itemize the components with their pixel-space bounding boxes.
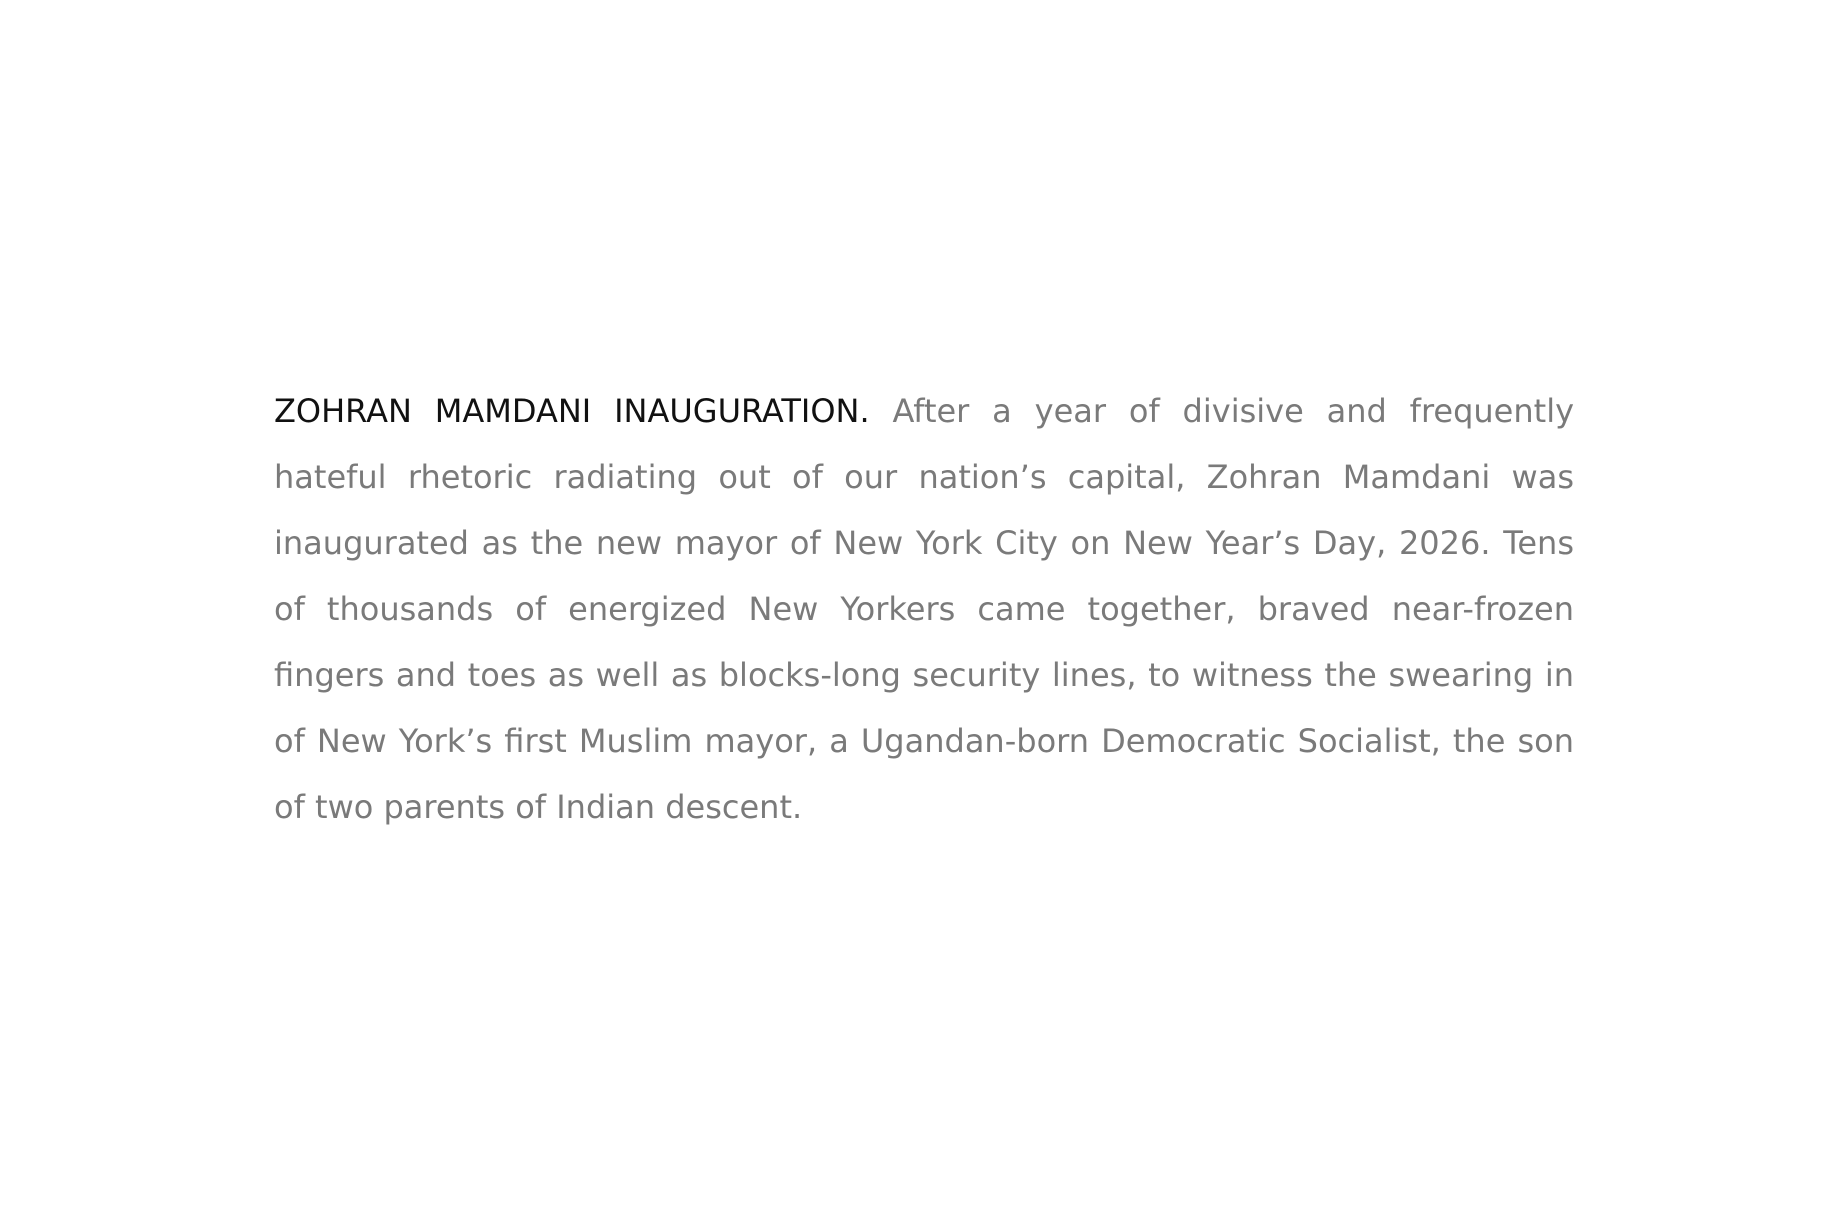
caption-paragraph — [274, 378, 1574, 840]
caption-body: After a year of divisive and frequently hateful rhetoric radiating out of our nation’s capital, Zohran Mamdani was inaugurated as the new mayor of New York City on New Year’s Day, 2026. Tens of thousands of energized New Yorkers came together, braved near-frozen fingers and toes as well as blocks-long security lines, to witness the swearing in of New York’s first Muslim mayor, a Ugandan-born Democratic Socialist, the son of two parents of Indian descent. — [274, 392, 1575, 826]
caption-heading: ZOHRAN MAMDANI INAUGURATION. — [274, 392, 870, 430]
